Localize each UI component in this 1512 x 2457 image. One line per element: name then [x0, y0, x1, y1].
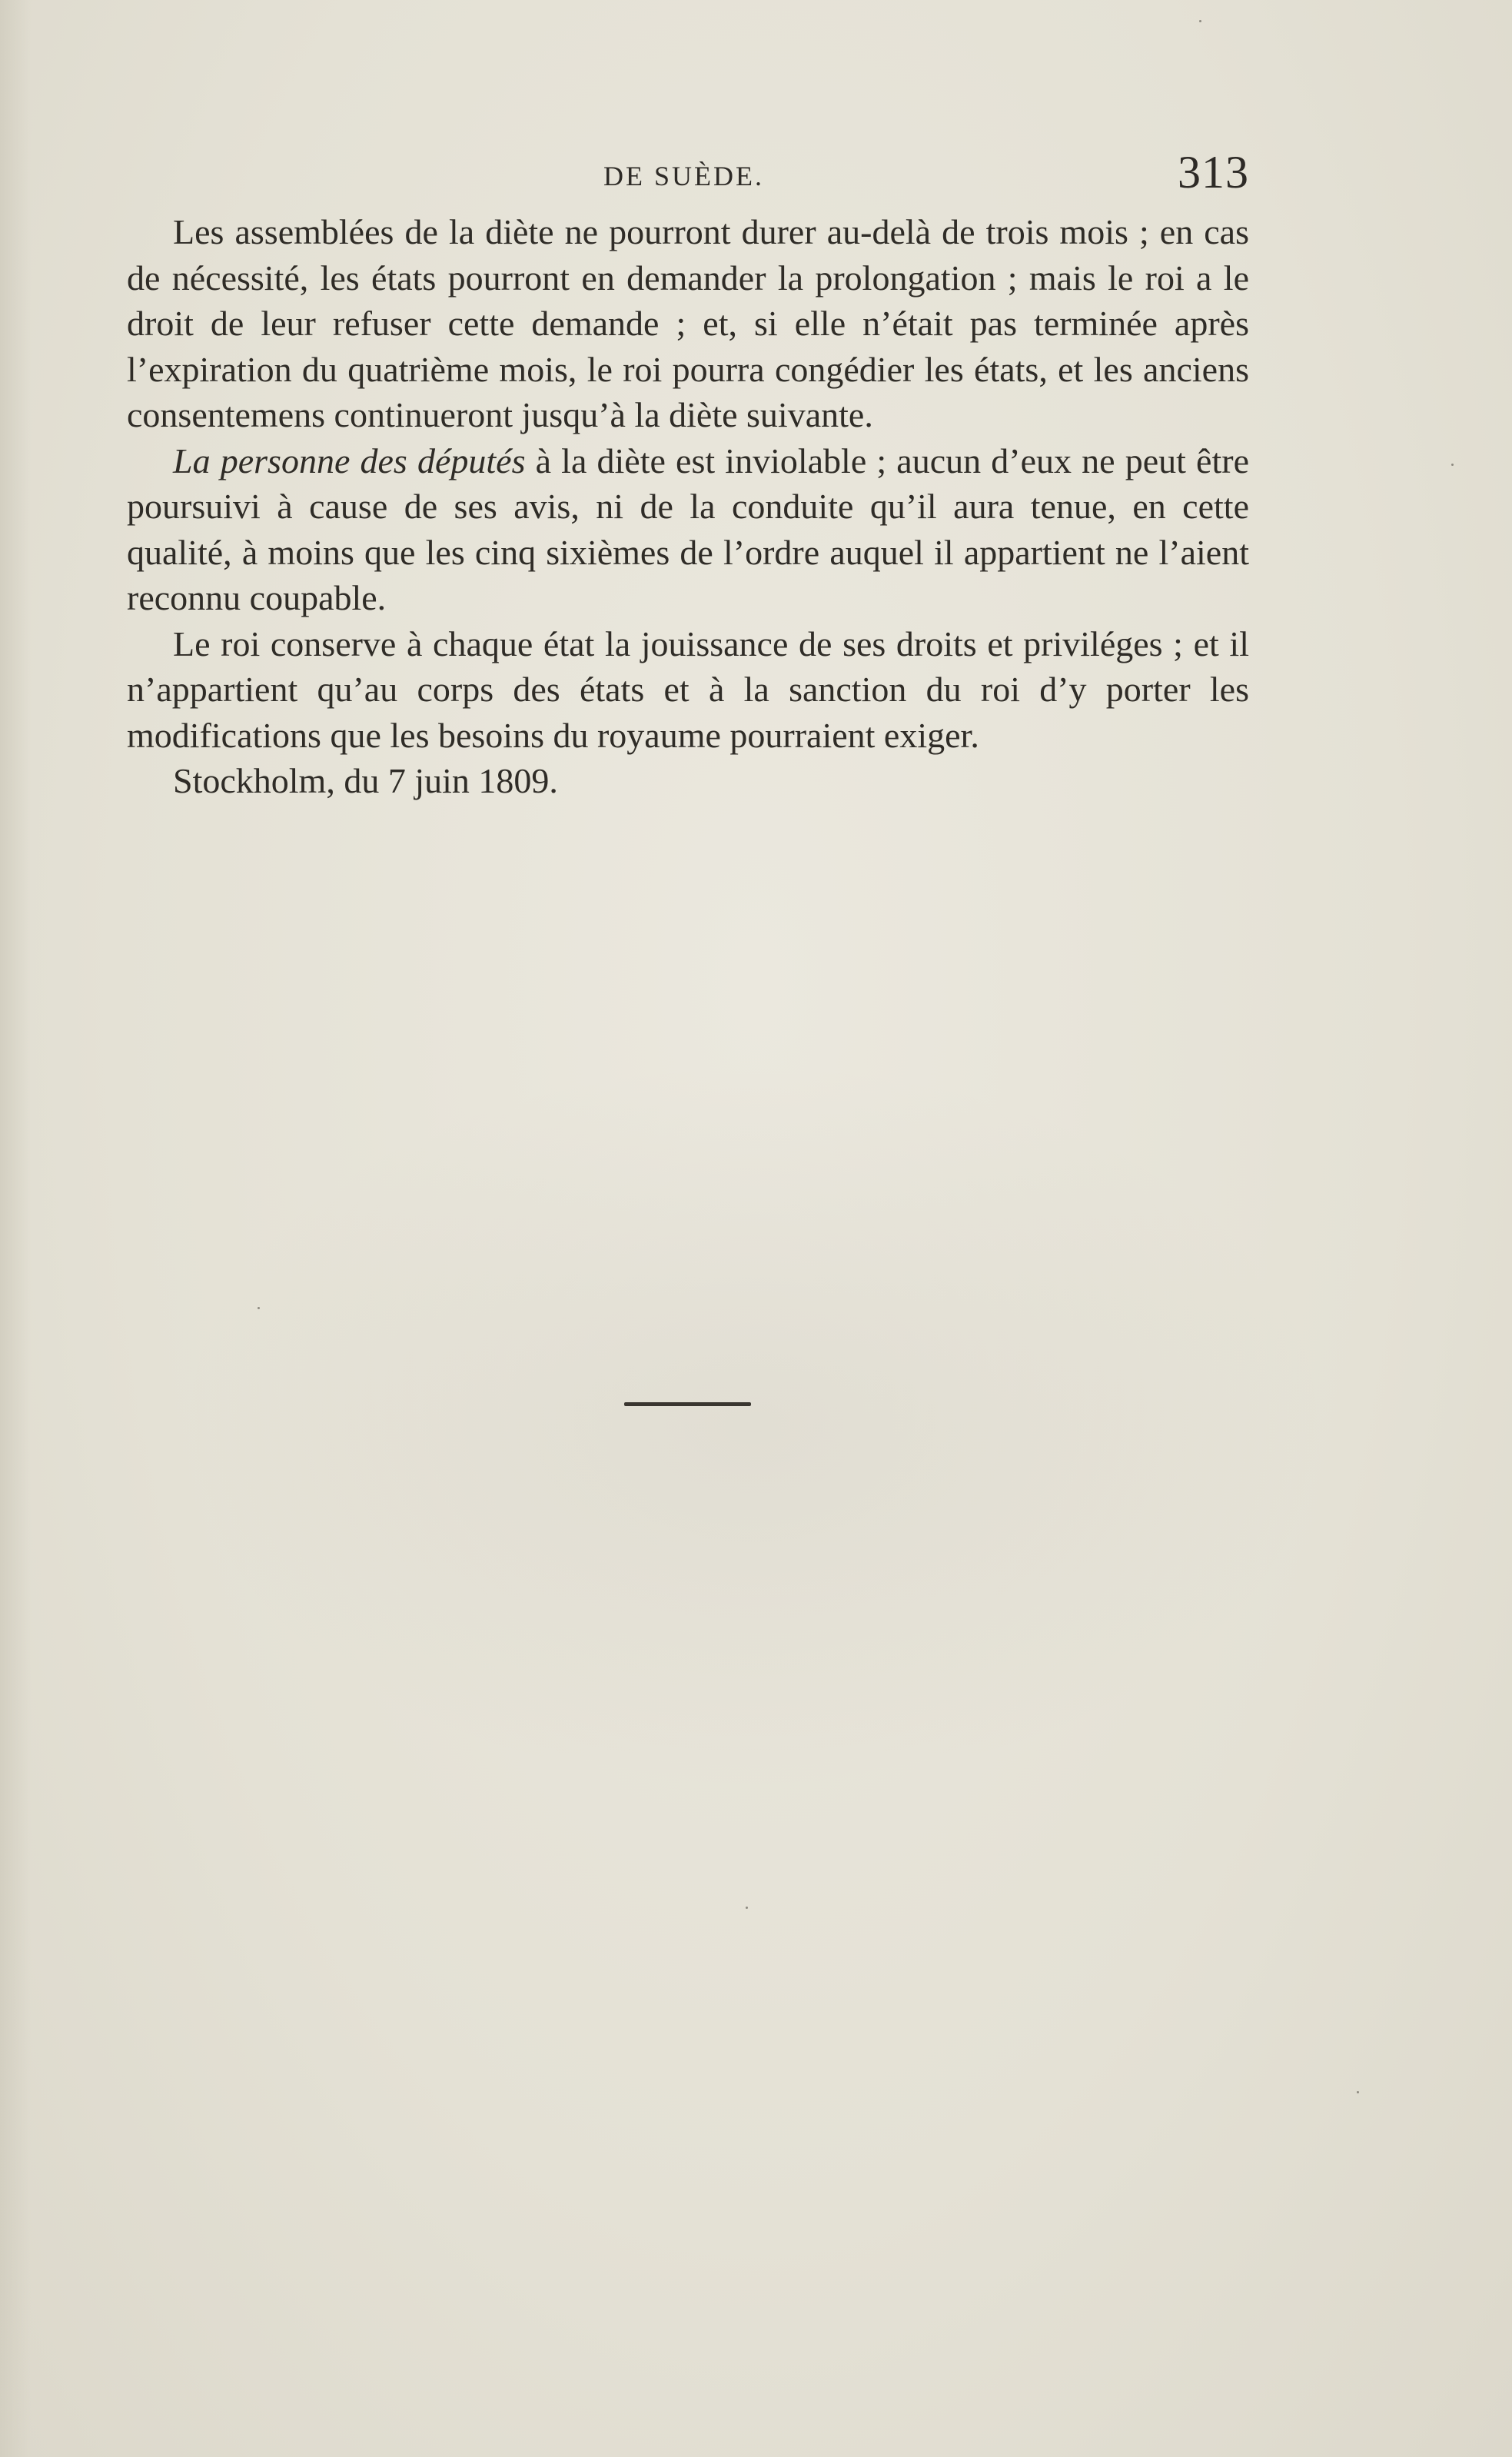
running-head: DE SUÈDE. — [603, 161, 764, 191]
place-date-line: Stockholm, du 7 juin 1809. — [173, 761, 558, 800]
paper-speck — [258, 1307, 260, 1309]
paper-speck — [1357, 2091, 1359, 2093]
end-rule — [624, 1402, 751, 1406]
paragraph-text: à la diète est inviolable ; aucun d’eux ne peut être poursuivi à cause de ses avis, ni de la conduite qu’il aura tenue, en cette qualité, à moins que les cinq sixièmes de l’ordre auquel il appartient ne l’aient reconnu coupable. — [127, 441, 1249, 617]
show-through-shadow — [177, 1061, 1330, 1791]
paragraph-diet-duration: Les assemblées de la diète ne pourront durer au-delà de trois mois ; en cas de nécessité, les états pourront en demander la prolongation ; mais le roi a le droit de leur refuser cette demande ; et, si elle n’était pas terminée après l’expiration du quatrième mois, le roi pourra congédier les états, et les anciens consentemens continueront jusqu’à la diète suivante. — [127, 212, 1249, 434]
paper-speck — [1451, 464, 1454, 466]
paragraph-deputies-inviolable — [127, 438, 1249, 621]
page-number: 313 — [1178, 147, 1249, 198]
body-text — [127, 209, 1249, 804]
page-edge-shadow — [0, 0, 31, 2457]
paper-speck — [746, 1907, 748, 1909]
paragraph-king-privileges: Le roi conserve à chaque état la jouissance de ses droits et priviléges ; et il n’appartient qu’au corps des états et à la sanction du roi d’y porter les modifications que les besoins du royaume pourraient exiger. — [127, 623, 1249, 755]
page-header — [127, 146, 1249, 200]
italic-phrase: La personne des députés — [173, 441, 526, 480]
paper-speck — [1199, 20, 1201, 22]
